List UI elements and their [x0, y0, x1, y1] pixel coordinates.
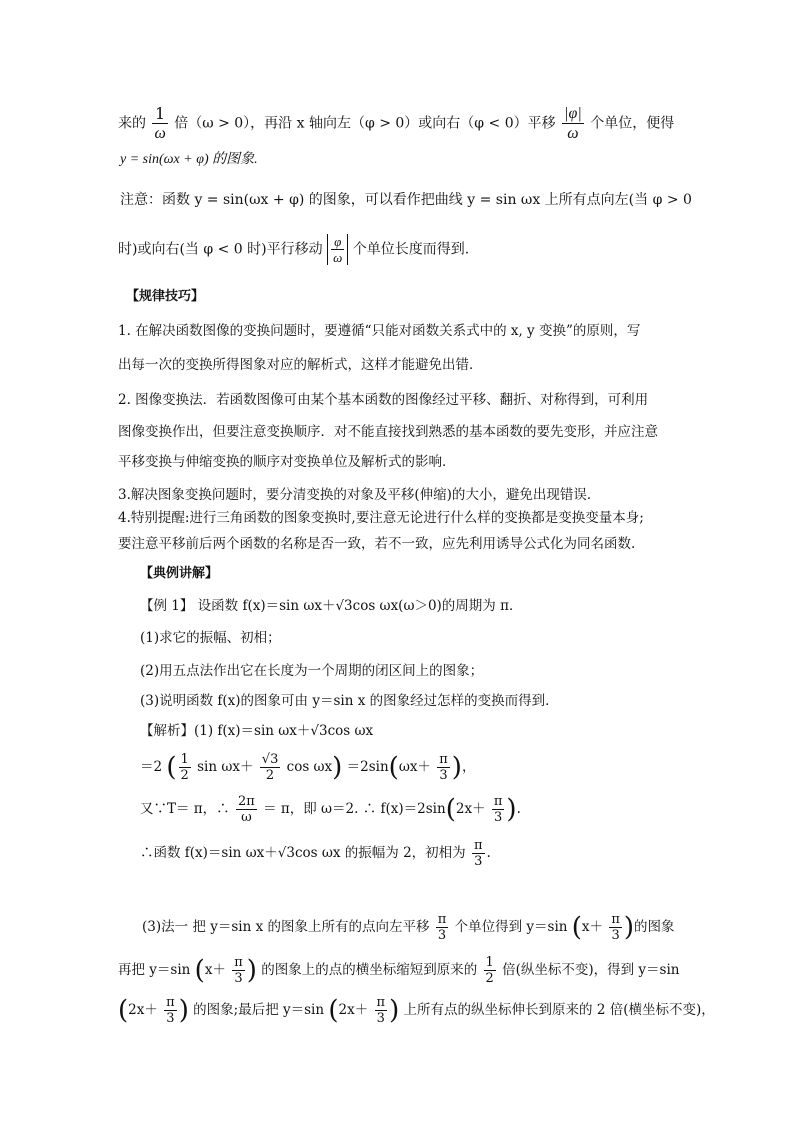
method-1-line-1: (3)法一 把 y＝sin x 的图象上所有的点向左平移 $\frac{\pi}{3}$ 个单位得到 y＝sin (x＋ $\frac{\pi}{3}$ )的图象 — [142, 912, 675, 943]
method-1-line-3: (2x＋ $\frac{\pi}{3}$ ) 的图象;最后把 y＝sin (2x＋ $\frac{\pi}{3}$ ) 上所有点的纵坐标伸长到原来的 2 倍(横坐标不变)， — [118, 995, 715, 1026]
note-line-1: 注意：函数 y = sin(ωx + φ) 的图象，可以看作把曲线 y = sin ωx 上所有点向左(当 φ > 0 — [120, 192, 692, 208]
text: 倍（ω > 0），再沿 x 轴向左（φ > 0）或向右（φ < 0）平移 — [174, 115, 556, 132]
text: 个单位，便得 — [590, 115, 675, 132]
tip-2-line-1: 2. 图像变换法．若函数图像可由某个基本函数的图像经过平移、翻折、对称得到，可利用 — [118, 392, 649, 408]
paragraph-line-2: y = sin(ωx + φ) 的图象. — [120, 152, 258, 167]
tip-3: 3.解决图象变换问题时，要分清变换的对象及平移(伸缩)的大小，避免出现错误． — [118, 487, 601, 503]
tip-1-line-2: 出每一次的变换所得图象对应的解析式，这样才能避免出错． — [118, 357, 483, 373]
example-1-statement: 【例 1】 设函数 f(x)＝sin ωx＋√3cos ωx(ω＞0)的周期为 π． — [140, 598, 523, 614]
question-1: (1)求它的振幅、初相； — [140, 630, 281, 646]
paragraph-line-1 — [118, 104, 674, 143]
text: 来的 — [118, 115, 146, 132]
solution-line-2: ＝2 ( $\frac{1}{2}$ sin ωx＋ $\frac{√3}{2}$ cos ωx) ＝2sin(ωx＋ $\frac{\pi}{3}$ )， — [140, 752, 476, 783]
method-1-line-2: 再把 y＝sin (x＋ $\frac{\pi}{3}$ ) 的图象上的点的横坐标缩短到原来的 $\frac{1}{2}$ 倍(纵坐标不变)，得到 y＝sin — [118, 955, 680, 986]
tip-4-line-2: 要注意平移前后两个函数的名称是否一致，若不一致，应先利用诱导公式化为同名函数. — [118, 536, 636, 552]
tip-1-line-1: 1. 在解决函数图像的变换问题时，要遵循“只能对函数关系式中的 x, y 变换”的原则，写 — [118, 323, 641, 339]
solution-line-4: ∴函数 f(x)＝sin ωx＋√3cos ωx 的振幅为 2，初相为 $\frac{\pi}{3}$ . — [140, 838, 491, 869]
note-line-2: 时)或向右(当 φ < 0 时)平行移动 $\frac{\varphi}{\omega}$ 个单位长度而得到. — [118, 234, 470, 265]
fraction-phi-over-omega: $\frac{|\varphi|}{\omega}$ — [564, 105, 582, 142]
question-3: (3)说明函数 f(x)的图象可由 y＝sin x 的图象经过怎样的变换而得到． — [140, 693, 559, 709]
question-2: (2)用五点法作出它在长度为一个周期的闭区间上的图象； — [140, 663, 484, 679]
fraction-1-over-omega: $\frac{1}{\omega}$ — [154, 104, 166, 142]
tips-heading: 【规律技巧】 — [126, 289, 205, 304]
tip-2-line-3: 平移变换与伸缩变换的顺序对变换单位及解析式的影响． — [118, 454, 456, 470]
tip-4-line-1: 4.特别提醒:进行三角函数的图象变换时,要注意无论进行什么样的变换都是变换变量本身; — [118, 510, 644, 526]
tip-2-line-2: 图像变换作出，但要注意变换顺序．对不能直接找到熟悉的基本函数的要先变形，并应注意 — [118, 424, 658, 440]
abs-fraction: $\frac{\varphi}{\omega}$ — [327, 234, 348, 265]
solution-line-1: 【解析】(1) f(x)＝sin ωx＋√3cos ωx — [140, 723, 374, 739]
solution-line-3: 又∵T＝ π，∴ $\frac{2\pi}{\omega}$ ＝ π，即 ω＝2. ∴ f(x)＝2sin(2x＋ $\frac{\pi}{3}$ ). — [140, 794, 521, 825]
examples-heading: 【典例讲解】 — [140, 566, 219, 581]
